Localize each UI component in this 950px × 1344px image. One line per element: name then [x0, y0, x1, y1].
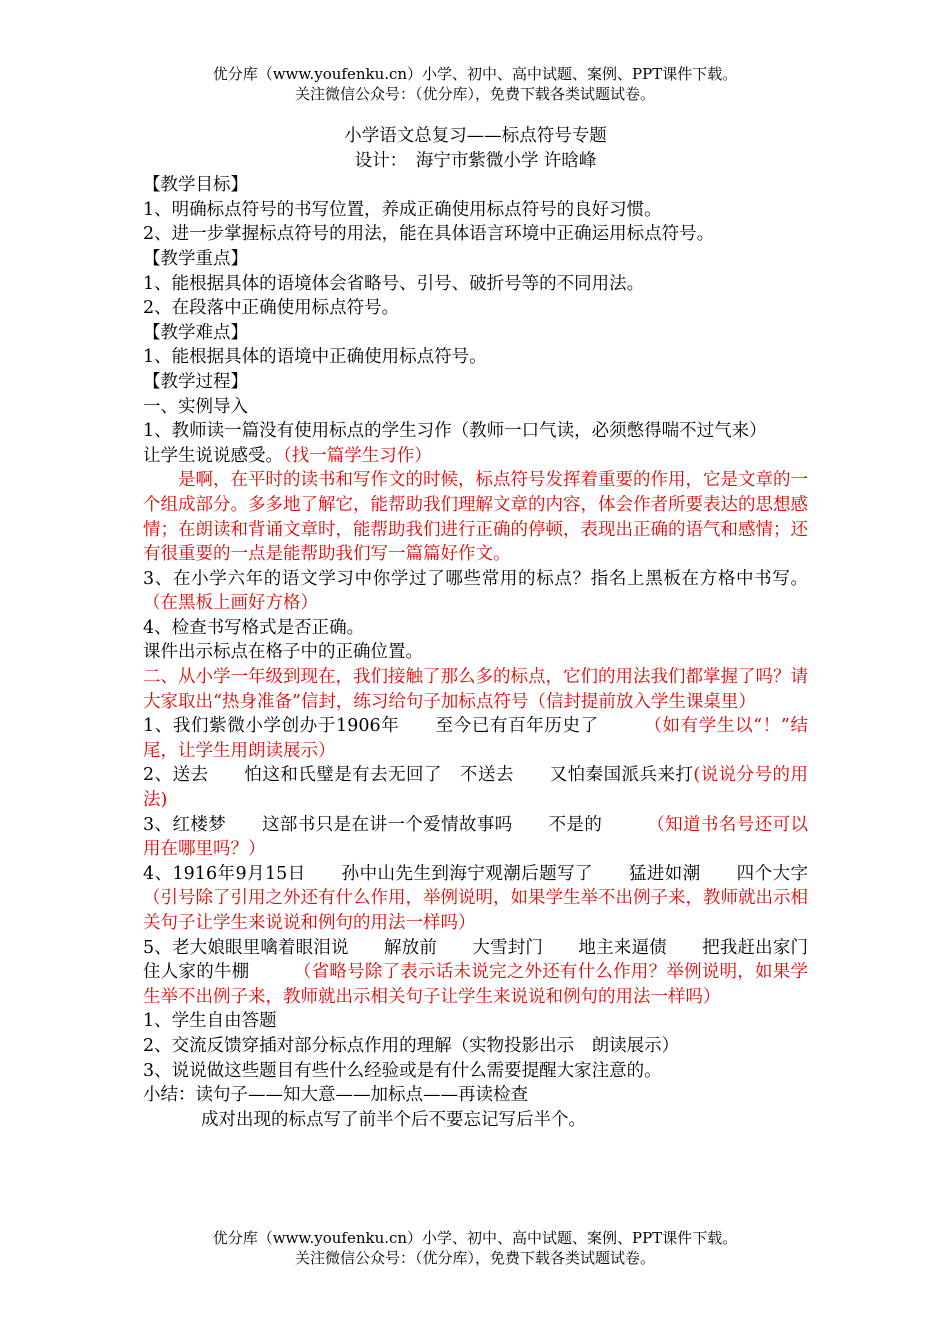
header-wechat-line: 关注微信公众号：（优分库），免费下载各类试题试卷。 [294, 85, 655, 103]
teacher-note: （在黑板上画好方格） [143, 593, 318, 614]
header-site-line: 优分库（www.youfenku.cn）小学、初中、高中试题、案例、PPT课件下载。 [212, 65, 738, 83]
exercise-text: 5、老大娘眼里噙着眼泪说 解放前 大雪封门 地主来逼债 把我赶出家门 住人家的牛棚 [143, 937, 843, 983]
teacher-note: （省略号除了表示话未说完之外还有什么作用？举例说明，如果学生举不出例子来，教师就出示相关句子让学生来说说和例句的用法一样吗） [143, 962, 809, 1007]
part1-title: 一、实例导入 [143, 396, 248, 417]
key-point-item: 2、在段落中正确使用标点符号。 [143, 298, 400, 319]
teacher-note: （引号除了引用之外还有什么作用，举例说明，如果学生举不出例子来，教师就出示相关句子让学生来说说和例句的用法一样吗） [143, 888, 808, 933]
key-point-item: 1、能根据具体的语境体会省略号、引号、破折号等的不同用法。 [143, 273, 645, 294]
exercise-text: 4、1916年9月15日 孙中山先生到海宁观潮后题写了 猛进如潮 四个大字 [143, 863, 808, 884]
difficulty-item: 1、能根据具体的语境中正确使用标点符号。 [143, 347, 487, 368]
teacher-note: （知道书名号还可以用在哪里吗？） [143, 814, 809, 860]
process-step: 课件出示标点在格子中的正确位置。 [143, 642, 423, 663]
summary-line: 成对出现的标点写了前半个后不要忘记写后半个。 [201, 1109, 586, 1130]
difficulties-heading: 【教学难点】 [143, 322, 248, 343]
footer-site-line: 优分库（www.youfenku.cn）小学、初中、高中试题、案例、PPT课件下载。 [212, 1229, 738, 1247]
process-heading: 【教学过程】 [143, 371, 248, 392]
process-step: 4、检查书写格式是否正确。 [143, 617, 365, 638]
footer-wechat-line: 关注微信公众号：（优分库），免费下载各类试题试卷。 [294, 1249, 655, 1267]
teacher-note: (说说分号的用法) [143, 765, 808, 811]
step-text: 3、在小学六年的语文学习中你学过了哪些常用的标点？指名上黑板在方格中书写。 [143, 568, 808, 589]
key-points-heading: 【教学重点】 [143, 248, 248, 269]
process-step [143, 567, 808, 616]
exercise-text: 1、我们紫微小学创办于1906年 至今已有百年历史了 [143, 716, 654, 737]
exercise-text: 3、红楼梦 这部书只是在讲一个爱情故事吗 不是的 [143, 814, 656, 835]
exercise-item [143, 936, 843, 1010]
exercise-item [143, 813, 808, 862]
exercise-text: 2、送去 怕这和氏璧是有去无回了 不送去 又怕秦国派兵来打 [143, 765, 694, 786]
summary-line: 小结：读句子——知大意——加标点——再读检查 [143, 1085, 528, 1106]
document-title: 小学语文总复习——标点符号专题 [344, 126, 607, 146]
process-step: 1、教师读一篇没有使用标点的学生习作（教师一口气读，必须憋得喘不过气来） [143, 421, 767, 442]
page-header [0, 64, 950, 104]
document-author: 设计： 海宁市紫微小学 许晗峰 [354, 150, 597, 171]
step-text: 让学生说说感受。 [143, 445, 283, 466]
objectives-heading: 【教学目标】 [143, 175, 248, 196]
page-footer [0, 1228, 950, 1268]
process-step [143, 444, 808, 469]
exercise-item [143, 763, 808, 812]
followup-item: 2、交流反馈穿插对部分标点作用的理解（实物投影出示 朗读展示） [143, 1035, 680, 1056]
followup-item: 3、说说做这些题目有些什么经验或是有什么需要提醒大家注意的。 [143, 1060, 662, 1081]
followup-item: 1、学生自由答题 [143, 1011, 277, 1032]
objective-item: 1、明确标点符号的书写位置，养成正确使用标点符号的良好习惯。 [143, 199, 662, 220]
exercise-item [143, 862, 808, 936]
objective-item: 2、进一步掌握标点符号的用法，能在具体语言环境中正确运用标点符号。 [143, 224, 715, 245]
teacher-paragraph: 是啊，在平时的读书和写作文的时候，标点符号发挥着重要的作用，它是文章的一个组成部分。多多地了解它，能帮助我们理解文章的内容，体会作者所要表达的思想感情；在朗读和背诵文章时，能帮助我们进行正确的停顿，表现出正确的语气和感情；还有很重要的一点是能帮助我们写一篇篇好作文。 [143, 470, 808, 565]
part2-title: 二、从小学一年级到现在，我们接触了那么多的标点，它们的用法我们都掌握了吗？请大家取出“热身准备”信封，练习给句子加标点符号（信封提前放入学生课桌里） [143, 667, 808, 712]
teacher-note: （如有学生以“！”结尾，让学生用朗读展示） [143, 716, 808, 761]
lesson-plan-body [143, 124, 843, 1132]
exercise-item [143, 714, 808, 763]
teacher-note: （找一篇学生习作） [283, 445, 432, 466]
